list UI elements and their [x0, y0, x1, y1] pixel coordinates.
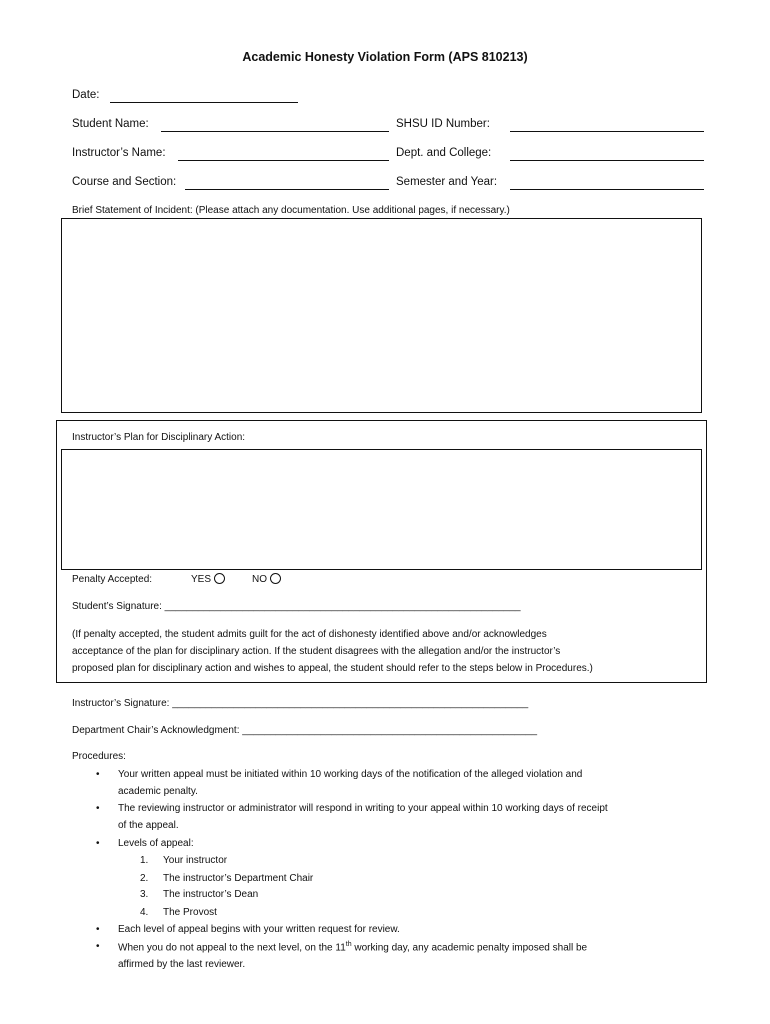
department-chair-acknowledgment-line[interactable]: Department Chair’s Acknowledgment: _____________________________________________________ [72, 725, 538, 736]
appeal-level: Your instructor [163, 855, 228, 866]
procedure-item: Your written appeal must be initiated within 10 working days of the notification of the alleged violation and [118, 769, 583, 780]
plan-label: Instructor’s Plan for Disciplinary Action: [72, 432, 246, 443]
student-signature-line[interactable]: Student’s Signature: ________________________________________________________________ [72, 601, 521, 612]
semester-year-field[interactable] [510, 175, 704, 190]
dept-college-label: Dept. and College: [396, 147, 492, 159]
no-option[interactable] [252, 573, 281, 585]
procedure-item-cont: academic penalty. [118, 786, 198, 797]
appeal-level: The instructor’s Dean [163, 889, 259, 900]
bullet-icon: • [96, 803, 100, 814]
yes-label: YES [191, 574, 212, 585]
penalty-note-line-2: acceptance of the plan for disciplinary action. If the student disagrees with the allegation and/or the instructor’s [72, 646, 561, 657]
yes-radio[interactable] [214, 573, 225, 584]
ordinal-suffix: th [345, 941, 352, 948]
shsu-id-field[interactable] [510, 117, 704, 132]
penalty-note-line-1: (If penalty accepted, the student admits guilt for the act of dishonesty identified above and/or acknowledges [72, 629, 547, 640]
bullet-icon: • [96, 924, 100, 935]
instructor-signature-line[interactable]: Instructor’s Signature: ________________________________________________________________ [72, 698, 529, 709]
procedure-item: Each level of appeal begins with your written request for review. [118, 924, 400, 935]
level-number: 2. [140, 873, 149, 884]
procedure-text: When you do not appeal to the next level, on the 11 [118, 942, 346, 954]
level-number: 4. [140, 907, 149, 918]
appeal-level: The Provost [163, 907, 217, 918]
date-field[interactable] [110, 88, 298, 103]
procedures-heading: Procedures: [72, 751, 126, 762]
instructor-name-label: Instructor’s Name: [72, 147, 166, 159]
procedure-item: The reviewing instructor or administrator will respond in writing to your appeal within 10 working days of receipt [118, 803, 608, 814]
level-number: 3. [140, 889, 149, 900]
incident-label: Brief Statement of Incident: (Please attach any documentation. Use additional pages, if necessary.) [72, 205, 510, 216]
level-number: 1. [140, 855, 149, 866]
procedure-item-cont: of the appeal. [118, 820, 179, 831]
procedure-item: Levels of appeal: [118, 838, 194, 849]
penalty-accepted-label: Penalty Accepted: [72, 574, 153, 585]
course-section-label: Course and Section: [72, 176, 177, 188]
bullet-icon: • [96, 838, 100, 849]
procedure-text: working day, any academic penalty imposed shall be [351, 942, 588, 954]
procedure-item-cont: affirmed by the last reviewer. [118, 959, 246, 970]
form-title: Academic Honesty Violation Form (APS 810213) [242, 50, 528, 64]
semester-year-label: Semester and Year: [396, 176, 498, 188]
no-radio[interactable] [270, 573, 281, 584]
bullet-icon: • [96, 769, 100, 780]
student-name-label: Student Name: [72, 118, 149, 130]
yes-option[interactable] [191, 573, 225, 585]
no-label: NO [252, 574, 267, 585]
instructor-name-field[interactable] [178, 146, 389, 161]
penalty-note-line-3: proposed plan for disciplinary action and wishes to appeal, the student should refer to the steps below in Procedures.) [72, 663, 593, 674]
date-label: Date: [72, 89, 100, 101]
bullet-icon: • [96, 941, 100, 952]
student-name-field[interactable] [161, 117, 389, 132]
shsu-id-label: SHSU ID Number: [396, 118, 490, 130]
procedure-item [118, 941, 587, 953]
incident-textbox[interactable] [61, 218, 702, 413]
plan-textbox[interactable] [61, 449, 702, 570]
appeal-level: The instructor’s Department Chair [163, 873, 314, 884]
dept-college-field[interactable] [510, 146, 704, 161]
course-section-field[interactable] [185, 175, 389, 190]
